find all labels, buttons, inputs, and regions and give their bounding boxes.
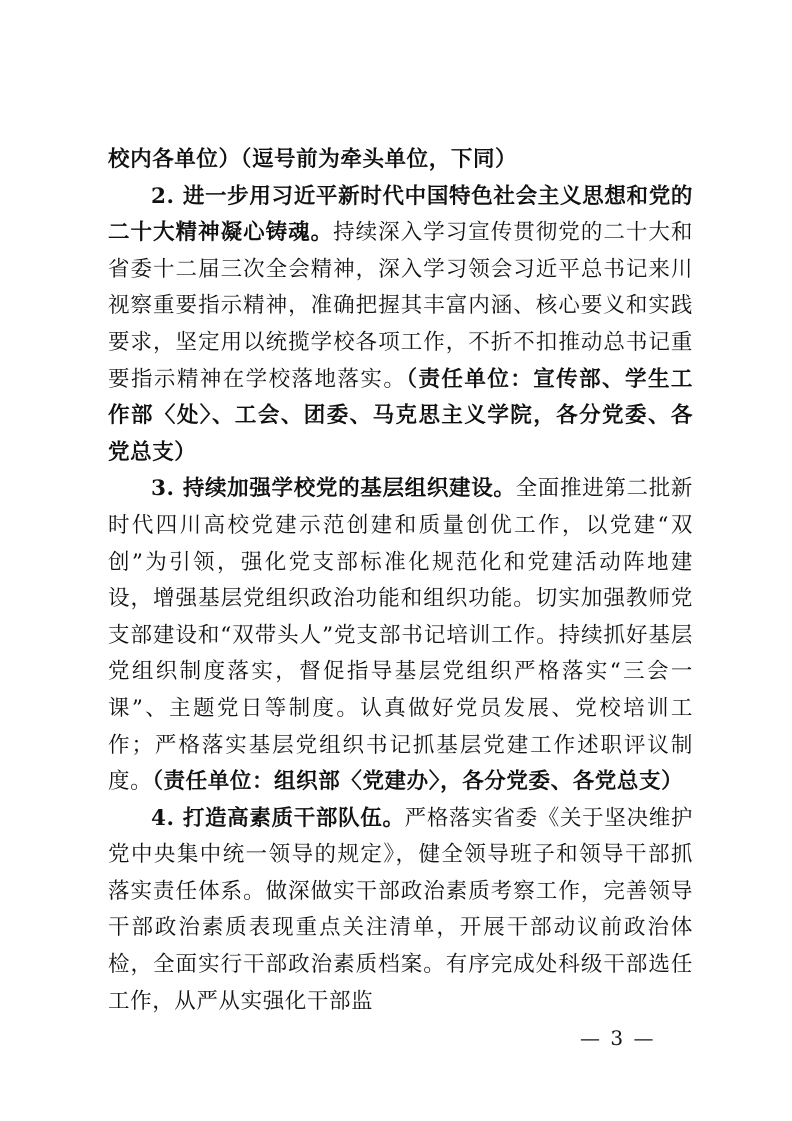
document-body	[108, 142, 693, 1020]
item-2-responsible-units: （责任单位：宣传部、学生工作部〈处〉、工会、团委、马克思主义学院，各分党委、各党总支）	[108, 366, 693, 465]
responsible-units-text: 校内各单位）（逗号前为牵头单位，下同）	[108, 147, 518, 172]
item-4-body: 严格落实省委《关于坚决维护党中央集中统一领导的规定》，健全领导班子和领导干部抓落实责任体系。做深做实干部政治素质考察工作，完善领导干部政治素质表现重点关注清单，开展干部动议前政治体检，全面实行干部政治素质档案。有序完成处科级干部选任工作，从严从实强化干部监	[108, 805, 693, 1014]
paragraph-item-3	[108, 471, 693, 800]
page-number: — 3 —	[580, 1026, 656, 1050]
paragraph-continuation	[108, 142, 693, 179]
paragraph-item-2	[108, 179, 693, 472]
item-3-heading: 3. 持续加强学校党的基层组织建设。	[151, 476, 516, 502]
item-4-heading: 4. 打造高素质干部队伍。	[151, 805, 405, 831]
item-2-heading: 2. 进一步用习近平新时代中国特色社会主义思想和党的二十大精神凝心铸魂。	[108, 183, 693, 246]
item-3-body: 全面推进第二批新时代四川高校党建示范创建和质量创优工作，以党建“双创”为引领，强化党支部标准化规范化和党建活动阵地建设，增强基层党组织政治功能和组织功能。切实加强教师党支部建设和“双带头人”党支部书记培训工作。持续抓好基层党组织制度落实，督促指导基层党组织严格落实“三会一课”、主题党日等制度。认真做好党员发展、党校培训工作；严格落实基层党组织书记抓基层党建工作述职评议制度。	[108, 476, 693, 795]
item-3-responsible-units: （责任单位：组织部〈党建办〉，各分党委、各党总支）	[152, 769, 684, 795]
paragraph-item-4	[108, 801, 693, 1021]
item-2-body: 持续深入学习宣传贯彻党的二十大和省委十二届三次全会精神，深入学习领会习近平总书记来川视察重要指示精神，准确把握其丰富内涵、核心要义和实践要求，坚定用以统揽学校各项工作，不折不扣推动总书记重要指示精神在学校落地落实。	[108, 220, 693, 392]
